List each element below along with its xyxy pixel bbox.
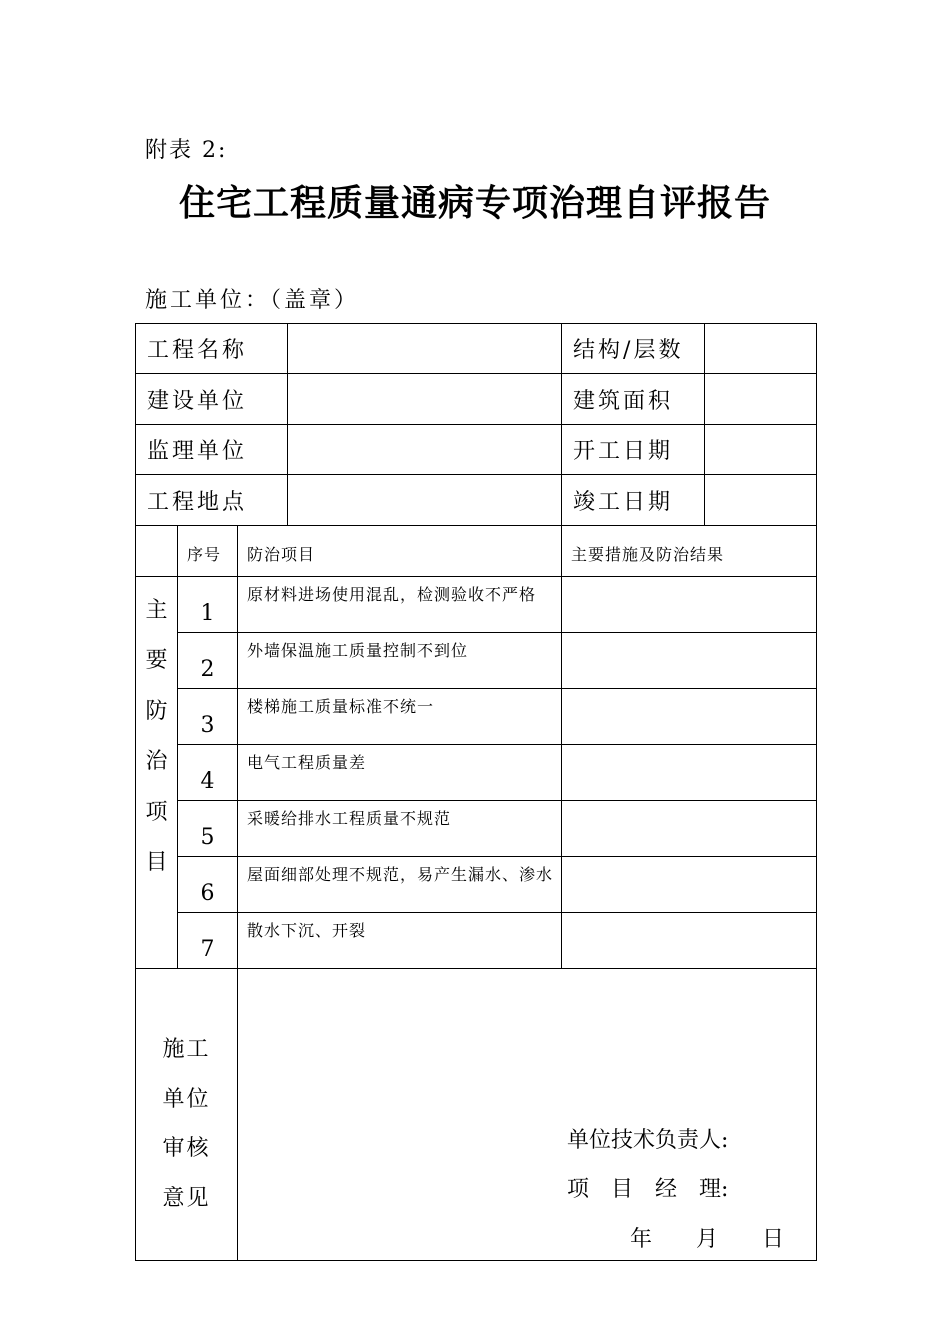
info-label: 开工日期: [562, 425, 705, 475]
info-label: 工程地点: [136, 475, 288, 526]
item-text: 原材料进场使用混乱，检测验收不严格: [238, 577, 562, 633]
blank-cell: [136, 526, 178, 577]
item-number: 1: [178, 577, 238, 633]
info-label: 建设单位: [136, 374, 288, 425]
info-row: [136, 475, 817, 526]
tech-lead-signature-label: 单位技术负责人:: [567, 1128, 729, 1153]
project-name-value[interactable]: [288, 324, 562, 374]
location-value[interactable]: [288, 475, 562, 526]
item-number: 4: [178, 745, 238, 801]
measures-cell[interactable]: [562, 577, 817, 633]
item-text: 外墙保温施工质量控制不到位: [238, 633, 562, 689]
info-label: 建筑面积: [562, 374, 705, 425]
items-header-row: [136, 526, 817, 577]
table-row: [136, 577, 817, 633]
item-header: 防治项目: [238, 526, 562, 577]
review-row: [136, 969, 817, 1261]
start-date-value[interactable]: [705, 425, 817, 475]
item-text: 散水下沉、开裂: [238, 913, 562, 969]
building-area-value[interactable]: [705, 374, 817, 425]
item-text: 楼梯施工质量标准不统一: [238, 689, 562, 745]
item-number: 5: [178, 801, 238, 857]
item-text: 屋面细部处理不规范，易产生漏水、渗水: [238, 857, 562, 913]
measures-cell[interactable]: [562, 857, 817, 913]
info-label: 竣工日期: [562, 475, 705, 526]
table-row: [136, 633, 817, 689]
review-opinion-label: 施工 单位 审核 意见: [136, 969, 238, 1261]
item-text: 电气工程质量差: [238, 745, 562, 801]
measures-cell[interactable]: [562, 913, 817, 969]
review-opinion-area[interactable]: [238, 969, 817, 1261]
date-label: 年 月 日: [630, 1227, 785, 1252]
main-items-side-label: 主 要 防 治 项 目: [136, 577, 178, 969]
info-label: 结构/层数: [562, 324, 705, 374]
item-number: 3: [178, 689, 238, 745]
info-row: [136, 425, 817, 475]
developer-value[interactable]: [288, 374, 562, 425]
info-label: 监理单位: [136, 425, 288, 475]
completion-date-value[interactable]: [705, 475, 817, 526]
table-row: [136, 913, 817, 969]
measures-cell[interactable]: [562, 633, 817, 689]
structure-floors-value[interactable]: [705, 324, 817, 374]
table-row: [136, 745, 817, 801]
item-number: 2: [178, 633, 238, 689]
measures-cell[interactable]: [562, 689, 817, 745]
seq-header: 序号: [178, 526, 238, 577]
project-manager-signature-label: 项 目 经 理:: [567, 1177, 729, 1202]
item-number: 6: [178, 857, 238, 913]
report-title: 住宅工程质量通病专项治理自评报告: [178, 182, 771, 224]
info-label: 工程名称: [136, 324, 288, 374]
measures-cell[interactable]: [562, 745, 817, 801]
construction-unit-label: 施工单位：（盖章）: [145, 288, 360, 313]
table-row: [136, 801, 817, 857]
info-row: [136, 324, 817, 374]
measures-cell[interactable]: [562, 801, 817, 857]
annex-label: 附表 2:: [145, 138, 228, 163]
item-number: 7: [178, 913, 238, 969]
item-text: 采暖给排水工程质量不规范: [238, 801, 562, 857]
info-row: [136, 374, 817, 425]
supervisor-value[interactable]: [288, 425, 562, 475]
table-row: [136, 689, 817, 745]
report-form-table: [135, 323, 817, 1261]
table-row: [136, 857, 817, 913]
measures-header: 主要措施及防治结果: [562, 526, 817, 577]
